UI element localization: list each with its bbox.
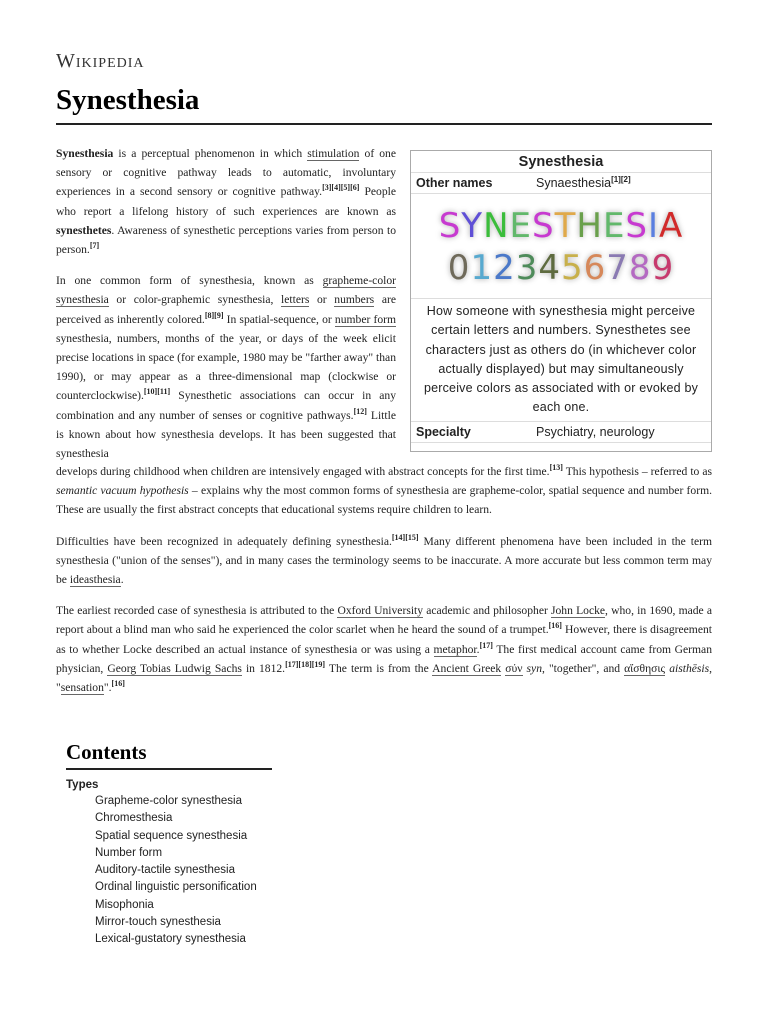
text: of one sensory or cognitive pathway leads to automatic, involuntary experiences in a second sensory or cognitive pathway. [56,147,397,199]
colored-digit-6: 6 [583,248,607,288]
link-oxford-university[interactable]: Oxford University [337,604,424,618]
italic-term: aisthēsis [669,661,710,675]
infobox-caption: How someone with synesthesia might perceive certain letters and numbers. Synesthetes see characters just as others do (in whichever color actually displayed) but may simultaneously perceive colors as associated with or evoked by each one. [411,299,711,422]
link-ancient-greek[interactable]: Ancient Greek [432,661,502,675]
colored-digit-2: 2 [493,248,516,288]
table-of-contents [66,740,272,949]
colored-digit-8: 8 [628,248,652,288]
synesthesia-colored-digits [411,248,711,288]
paragraph-definition [56,532,712,590]
text: The first medical account came from German physician, [56,642,712,675]
text: synesthesia, numbers, months of the year, or days of the week elicit precise locations in space (for example, 1980 may be "farther away" than 1990), or may appear as a three-dimensional map (clockwise or counterclockwise). [56,331,396,403]
colored-letter-2: N [483,206,510,246]
link-ideasthesia[interactable]: ideasthesia [69,573,121,587]
paragraph-intro [56,144,396,259]
colored-letter-9: I [648,206,660,246]
text: in 1812. [241,661,286,675]
text: develops during childhood when children are intensively engaged with abstract concepts for the first time. [56,465,550,478]
link-syn[interactable]: σύν [505,661,523,675]
italic-term: semantic vacuum hypothesis [56,484,189,498]
link-letters[interactable]: letters [281,293,310,307]
citation-ref[interactable]: [13] [549,463,563,473]
contents-item[interactable]: Mirror-touch synesthesia [95,916,221,929]
colored-digit-0: 0 [447,248,471,288]
contents-item[interactable]: Number form [95,846,163,859]
paragraph-development [56,462,712,520]
infobox-label: Other names [416,176,493,190]
citation-ref[interactable]: [1][2] [611,174,631,184]
infobox-value: Psychiatry, neurology [536,424,655,439]
bold-term: synesthetes [56,223,112,237]
contents-section-types[interactable]: Types [66,779,99,791]
contents-item[interactable]: Auditory-tactile synesthesia [95,864,235,877]
text: However, there is disagreement as to whether Locke described an actual instance of synesthesia or was using a [56,623,712,656]
link-number-form[interactable]: number form [334,312,397,326]
text: , " [56,661,713,695]
colored-letter-4: S [531,206,555,246]
text: People who report a lifelong history of such experiences are known as [56,185,396,218]
text: is a perceptual phenomenon in which [113,147,308,160]
text: Difficulties have been recognized in adequately defining synesthesia. [56,534,392,548]
bold-term: Synesthesia [56,147,114,160]
text: Synesthetic associations can occur in any combination and any number of senses or cognitive pathways. [56,389,396,422]
citation-ref[interactable]: [8][9] [204,310,224,320]
text: This hypothesis – referred to as [562,465,713,478]
citation-ref[interactable]: [12] [353,406,367,416]
infobox [410,150,712,452]
colored-letter-5: T [554,206,577,246]
colored-digit-1: 1 [470,248,494,288]
text: , "together", and [542,661,625,675]
text: , who, in 1690, made a report about a blind man who said he experienced the color scarlet when he heard the sound of a trumpet. [56,604,712,637]
link-sensation[interactable]: sensation [60,681,104,695]
page-title: Synesthesia [56,84,712,125]
infobox-value [536,176,706,190]
text: In one common form of synesthesia, known as [56,274,323,288]
text: . [120,573,124,587]
infobox-row-other-names [411,173,711,194]
text: The term is from the [325,661,433,675]
text: In spatial-sequence, or [223,312,335,326]
text: Little is known about how synesthesia develops. It has been suggested that synesthesia [56,408,396,461]
citation-ref[interactable]: [3][4][5][6] [322,183,360,193]
colored-letter-10: A [659,206,684,246]
infobox-value-text: Synaesthesia [536,176,612,190]
colored-digit-9: 9 [651,248,675,288]
contents-item[interactable]: Misophonia [95,898,154,911]
text: The earliest recorded case of synesthesia is attributed to the [56,604,338,618]
citation-ref[interactable]: [7] [89,241,100,251]
text: ". [103,681,112,695]
citation-ref[interactable]: [10][11] [143,387,171,397]
colored-digit-7: 7 [606,248,629,288]
text: . Awareness of synesthetic perceptions varies from person to person. [56,223,396,257]
link-grapheme-color-synesthesia[interactable]: grapheme-color synesthesia [56,274,396,307]
citation-ref[interactable]: [17] [479,640,493,650]
wikipedia-wordmark[interactable]: Wikipedia [56,50,145,72]
colored-digit-5: 5 [561,248,584,288]
infobox-row-specialty [411,422,711,443]
link-stimulation[interactable]: stimulation [307,147,360,160]
colored-digit-3: 3 [515,248,539,288]
text: Many different phenomena have been included in the term synesthesia ("union of the senses"), and in many cases the terminology seems to be inaccurate. A more accurate but less common term may be [56,534,712,587]
colored-letter-3: E [509,206,532,246]
lead-column [56,144,396,475]
citation-ref[interactable]: [14][15] [391,532,419,542]
colored-letter-1: Y [461,206,484,246]
link-numbers[interactable]: numbers [334,293,375,307]
colored-letter-0: S [438,206,462,246]
colored-letter-6: H [576,206,603,246]
contents-item[interactable]: Grapheme-color synesthesia [95,795,243,807]
contents-item[interactable]: Ordinal linguistic personification [95,881,257,894]
colored-digit-4: 4 [538,248,561,288]
citation-ref[interactable]: [16] [548,621,562,631]
text: . [476,642,480,656]
body-continued [56,462,712,709]
infobox-label: Specialty [416,424,471,439]
text: or color-graphemic synesthesia, [108,293,282,307]
link-georg-sachs[interactable]: Georg Tobias Ludwig Sachs [107,661,242,675]
paragraph-forms [56,271,396,463]
paragraph-history [56,601,712,697]
contents-item[interactable]: Spatial sequence synesthesia [95,829,248,842]
text: are perceived as inherently colored. [56,293,396,326]
synesthesia-illustration[interactable] [411,194,711,299]
contents-title: Contents [66,740,272,770]
link-metaphor[interactable]: metaphor [433,642,477,656]
colored-letter-8: S [625,206,649,246]
italic-term: syn [526,661,543,675]
link-john-locke[interactable]: John Locke [551,604,606,618]
text: or [309,293,335,307]
text: – explains why the most common forms of synesthesia are grapheme-color, spatial sequence and number form. These are usually the first abstract concepts that educational systems require children to learn. [56,484,712,517]
text: academic and philosopher [423,604,551,618]
link-aisthesis[interactable]: αἴσθησις [624,661,666,675]
colored-letter-7: E [602,206,626,246]
infobox-title: Synesthesia [411,151,711,173]
citation-ref[interactable]: [17][18][19] [285,659,326,669]
synesthesia-colored-letters [411,206,711,246]
contents-list [66,793,272,949]
contents-item[interactable]: Lexical-gustatory synesthesia [95,933,246,946]
citation-ref[interactable]: [16] [111,679,125,689]
contents-item[interactable]: Chromesthesia [95,812,173,825]
